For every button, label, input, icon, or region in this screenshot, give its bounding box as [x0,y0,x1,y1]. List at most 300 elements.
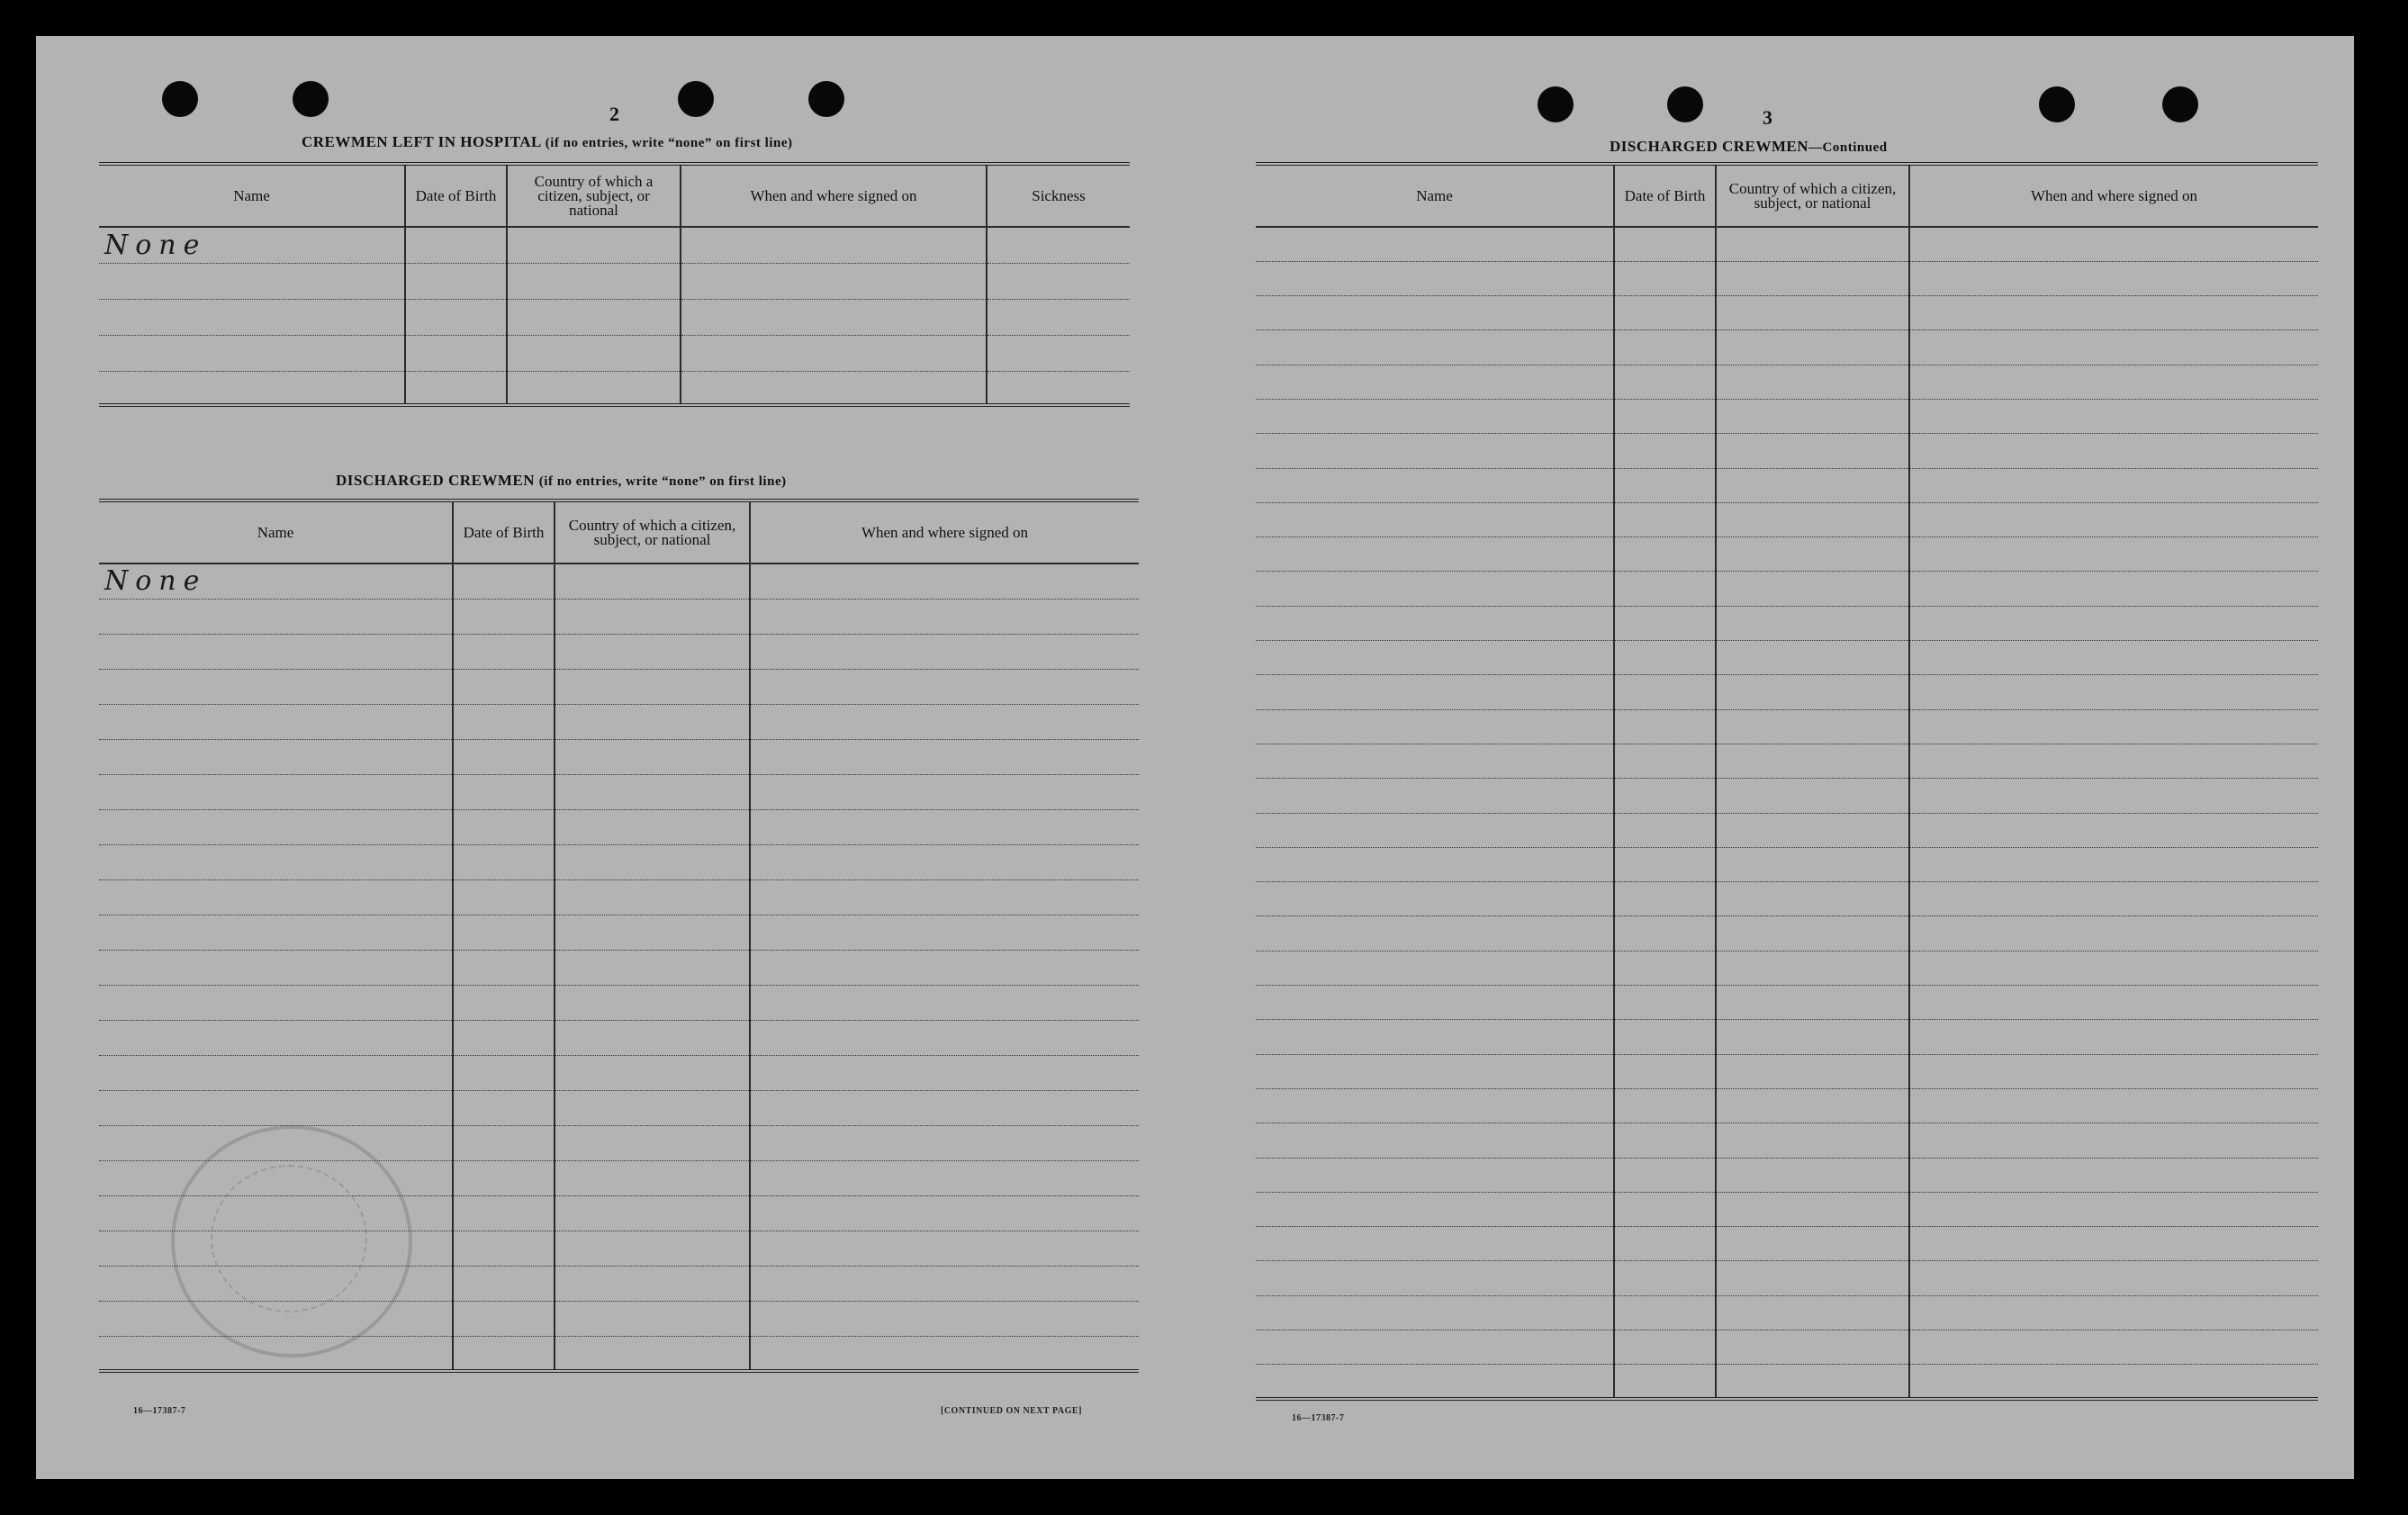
table-cell [1909,261,2318,295]
table-cell [1614,779,1716,813]
table-cell [1909,1330,2318,1365]
table-cell [405,371,507,405]
table-cell [1256,227,1614,261]
table-row [1256,675,2318,709]
table-row [1256,399,2318,433]
table-row [99,844,1139,879]
table-cell [453,879,555,915]
table-cell [1256,330,1614,365]
hospital-section-title [302,133,793,151]
table-cell [1256,813,1614,847]
table-row [1256,1261,2318,1295]
table-cell [1716,986,1909,1020]
table-cell [1256,468,1614,502]
table-cell [1716,434,1909,468]
table-cell [99,985,453,1020]
table-cell [507,299,681,335]
table-cell [1256,1295,1614,1330]
header-name: Name [1256,164,1614,227]
table-cell [1614,813,1716,847]
table-cell [1909,606,2318,640]
table-cell [555,915,750,950]
table-cell [555,1020,750,1055]
table-row [99,634,1139,669]
table-cell [1256,434,1614,468]
table-cell [1614,1192,1716,1226]
table-cell [555,1160,750,1195]
table-cell [681,299,987,335]
table-cell [1716,1123,1909,1158]
table-row [1256,813,2318,847]
table-cell [1256,1227,1614,1261]
table-cell [555,774,750,809]
header-name: Name [99,164,405,227]
table-cell [1614,675,1716,709]
header-country: Country of which a citizen, subject, or national [1716,164,1909,227]
document-sheet [36,36,2354,1479]
table-cell [453,739,555,774]
table-cell [453,1231,555,1266]
table-cell [1716,227,1909,261]
table-cell [1909,1158,2318,1192]
table-cell [1614,572,1716,606]
table-cell [555,704,750,739]
table-cell [507,335,681,371]
table-cell [1909,537,2318,572]
table-row [1256,744,2318,778]
table-cell [1909,1088,2318,1123]
table-cell [1909,641,2318,675]
table-cell [1716,882,1909,916]
header-signed-on: When and where signed on [750,500,1139,564]
table-row [1256,1295,2318,1330]
table-cell [1909,675,2318,709]
table-cell [1909,1365,2318,1399]
table-cell [555,879,750,915]
table-cell [1716,744,1909,778]
table-cell [1716,1365,1909,1399]
table-row [99,669,1139,704]
table-cell [1909,1295,2318,1330]
table-cell [1909,1227,2318,1261]
table-row [1256,986,2318,1020]
table-cell [99,739,453,774]
table-row [99,739,1139,774]
table-cell [1716,1227,1909,1261]
table-cell [1909,882,2318,916]
table-cell [1909,1261,2318,1295]
table-cell [453,704,555,739]
table-cell [1909,502,2318,537]
discharged-continued-title [1610,138,1888,156]
table-cell [453,1090,555,1125]
table-cell [1909,1020,2318,1054]
table-row [1256,296,2318,330]
table-row [1256,365,2318,399]
table-row [1256,1158,2318,1192]
table-cell [1909,779,2318,813]
table-cell [1256,882,1614,916]
table-cell [1716,779,1909,813]
header-country: Country of which a citizen, subject, or national [507,164,681,227]
table-cell [1716,572,1909,606]
hospital-instruction: (if no entries, write “none” on first line) [545,136,793,150]
table-cell [1909,709,2318,744]
table-cell [1614,365,1716,399]
table-cell [99,704,453,739]
table-row [1256,1227,2318,1261]
table-cell [555,634,750,669]
table-cell [1716,675,1909,709]
table-cell [1256,1158,1614,1192]
table-cell [1256,1020,1614,1054]
table-cell [1256,744,1614,778]
table-cell [750,774,1139,809]
table-cell [1614,641,1716,675]
table-cell [1716,1088,1909,1123]
table-cell [750,1020,1139,1055]
table-cell [453,564,555,599]
table-row [1256,330,2318,365]
table-cell [1716,296,1909,330]
punch-hole-icon [2162,86,2198,122]
table-cell [555,1090,750,1125]
table-cell [1614,744,1716,778]
table-cell [99,950,453,985]
table-cell [453,1301,555,1336]
table-row [99,915,1139,950]
table-cell [1716,1158,1909,1192]
table-cell [1716,1020,1909,1054]
table-cell [1614,1054,1716,1088]
table-cell [1614,951,1716,985]
faded-stamp-icon [171,1125,412,1357]
table-cell [987,299,1130,335]
table-cell [453,985,555,1020]
table-cell [99,1090,453,1125]
table-cell [507,227,681,263]
table-cell [1614,537,1716,572]
table-cell [453,915,555,950]
table-row [99,774,1139,809]
table-cell [453,950,555,985]
table-cell [1716,1330,1909,1365]
table-cell [1614,1158,1716,1192]
header-date-of-birth: Date of Birth [453,500,555,564]
table-row [1256,227,2318,261]
continued-suffix: —Continued [1808,140,1888,155]
table-cell [99,915,453,950]
header-date-of-birth: Date of Birth [405,164,507,227]
page-number-right: 3 [1763,106,1772,129]
table-cell [405,335,507,371]
table-cell [750,739,1139,774]
header-signed-on: When and where signed on [681,164,987,227]
table-cell [1716,261,1909,295]
table-cell [1716,709,1909,744]
table-cell [750,564,1139,599]
table-cell [750,1055,1139,1090]
punch-hole-icon [162,81,198,117]
table-cell [750,844,1139,879]
discharged-title-text: DISCHARGED CREWMEN [336,472,536,489]
table-cell [555,1336,750,1371]
table-cell [555,1195,750,1231]
table-row [99,599,1139,634]
table-cell [1716,365,1909,399]
table-cell [1614,330,1716,365]
table-cell [1716,847,1909,881]
table-cell [1909,1123,2318,1158]
table-cell [1614,468,1716,502]
table-cell [1614,1123,1716,1158]
table-cell [507,263,681,299]
table-cell [1614,1365,1716,1399]
punch-hole-icon [293,81,329,117]
table-cell [1256,675,1614,709]
discharged-section-title [336,472,787,490]
table-cell [1614,296,1716,330]
table-cell [1256,1192,1614,1226]
table-row [1256,468,2318,502]
table-cell [99,299,405,335]
table-cell [1716,916,1909,951]
table-cell [405,227,507,263]
table-cell [99,844,453,879]
table-cell [1614,1088,1716,1123]
table-cell [1256,572,1614,606]
table-cell [453,809,555,844]
table-cell [750,1266,1139,1301]
table-cell [750,809,1139,844]
table-row [1256,502,2318,537]
table-cell [1909,434,2318,468]
table-cell [99,599,453,634]
table-row [1256,1330,2318,1365]
table-cell [555,950,750,985]
table-cell [1909,847,2318,881]
table-row [99,950,1139,985]
table-cell [555,844,750,879]
table-row [1256,1365,2318,1399]
table-row [1256,537,2318,572]
table-cell [99,1020,453,1055]
table-cell [1909,1192,2318,1226]
table-cell [1909,744,2318,778]
table-cell [453,1020,555,1055]
table-cell [1256,779,1614,813]
table-cell [453,634,555,669]
table-cell [555,985,750,1020]
table-cell [405,299,507,335]
table-cell [453,1336,555,1371]
table-cell [1614,227,1716,261]
hospital-title-text: CREWMEN LEFT IN HOSPITAL [302,133,541,150]
table-cell [555,669,750,704]
table-cell [453,844,555,879]
table-row [1256,779,2318,813]
discharged-instruction: (if no entries, write “none” on first line) [538,474,787,489]
table-cell [750,879,1139,915]
table-cell [750,950,1139,985]
table-cell [750,915,1139,950]
table-cell [99,774,453,809]
table-cell [750,1336,1139,1371]
table-cell [1716,641,1909,675]
punch-hole-icon [1538,86,1574,122]
table-row [99,879,1139,915]
table-cell [750,599,1139,634]
table-cell [987,335,1130,371]
table-cell [1909,916,2318,951]
table-cell [1909,330,2318,365]
table-row [99,1090,1139,1125]
table-cell [750,704,1139,739]
table-cell [750,1125,1139,1160]
continued-note: [CONTINUED ON NEXT PAGE] [941,1406,1082,1416]
table-cell [1716,1295,1909,1330]
table-row [1256,1123,2318,1158]
table-cell [987,227,1130,263]
table-cell [750,1195,1139,1231]
table-row [1256,1054,2318,1088]
table-cell [453,774,555,809]
table-cell [750,1160,1139,1195]
form-number-right: 16—17387-7 [1292,1413,1345,1423]
table-cell [99,809,453,844]
table-row [1256,606,2318,640]
table-cell [555,1301,750,1336]
table-cell [555,564,750,599]
table-cell [1256,1365,1614,1399]
table-cell [1256,1054,1614,1088]
table-cell [1716,813,1909,847]
table-cell [681,263,987,299]
table-cell [1256,502,1614,537]
table-cell [681,335,987,371]
table-cell [1909,296,2318,330]
table-cell [1614,1330,1716,1365]
table-cell [1256,606,1614,640]
table-cell [1614,1020,1716,1054]
table-cell [507,371,681,405]
table-cell [1909,399,2318,433]
table-cell [1256,1123,1614,1158]
table-cell [1256,365,1614,399]
continued-title-text: DISCHARGED CREWMEN [1610,138,1809,155]
table-row [1256,641,2318,675]
table-cell [1909,468,2318,502]
table-cell [453,669,555,704]
table-cell [1256,296,1614,330]
table-cell [1256,399,1614,433]
table-cell [750,1090,1139,1125]
table-cell [555,599,750,634]
table-cell [750,669,1139,704]
table-cell [99,634,453,669]
table-cell [99,263,405,299]
table-cell [1614,1227,1716,1261]
table-cell [555,809,750,844]
table-cell [1256,1261,1614,1295]
table-cell [1256,847,1614,881]
table-cell [1614,1295,1716,1330]
table-cell [99,371,405,405]
table-cell [453,1195,555,1231]
table-cell [555,1266,750,1301]
table-cell [453,599,555,634]
table-cell [1716,1261,1909,1295]
table-cell [99,669,453,704]
table-cell [555,1055,750,1090]
table-row [1256,916,2318,951]
table-cell [1614,986,1716,1020]
table-cell [405,263,507,299]
table-cell [1614,709,1716,744]
discharged-continued-table [1256,162,2318,1401]
table-cell [453,1055,555,1090]
table-cell [750,1231,1139,1266]
table-cell [1909,986,2318,1020]
table-row [1256,1088,2318,1123]
punch-hole-icon [2039,86,2075,122]
table-cell [1614,606,1716,640]
table-cell [1256,1330,1614,1365]
table-cell [1909,951,2318,985]
table-cell [453,1160,555,1195]
table-row [1256,1192,2318,1226]
header-sickness: Sickness [987,164,1130,227]
table-row [1256,847,2318,881]
table-cell [1256,641,1614,675]
table-cell [555,739,750,774]
table-row [99,809,1139,844]
table-cell [1614,847,1716,881]
table-cell [750,1301,1139,1336]
table-row [99,1055,1139,1090]
table-cell [99,879,453,915]
table-cell [1614,434,1716,468]
table-cell [99,335,405,371]
table-cell [555,1125,750,1160]
table-cell [1716,1054,1909,1088]
table-cell [1716,1192,1909,1226]
table-cell [1256,951,1614,985]
table-row [99,1020,1139,1055]
table-cell [1256,1088,1614,1123]
form-number-left: 16—17387-7 [133,1406,186,1416]
table-row [1256,261,2318,295]
header-country: Country of which a citizen, subject, or national [555,500,750,564]
table-row [1256,572,2318,606]
table-cell [453,1125,555,1160]
hospital-table [99,162,1130,407]
punch-hole-icon [678,81,714,117]
table-cell [987,371,1130,405]
handwritten-entry: None [99,564,453,599]
table-cell [1909,227,2318,261]
table-row [99,704,1139,739]
table-cell [1716,537,1909,572]
table-cell [1909,365,2318,399]
table-cell [681,371,987,405]
table-cell [1716,468,1909,502]
table-cell [1256,709,1614,744]
table-cell [1256,916,1614,951]
table-row [1256,951,2318,985]
table-cell [750,985,1139,1020]
table-cell [987,263,1130,299]
